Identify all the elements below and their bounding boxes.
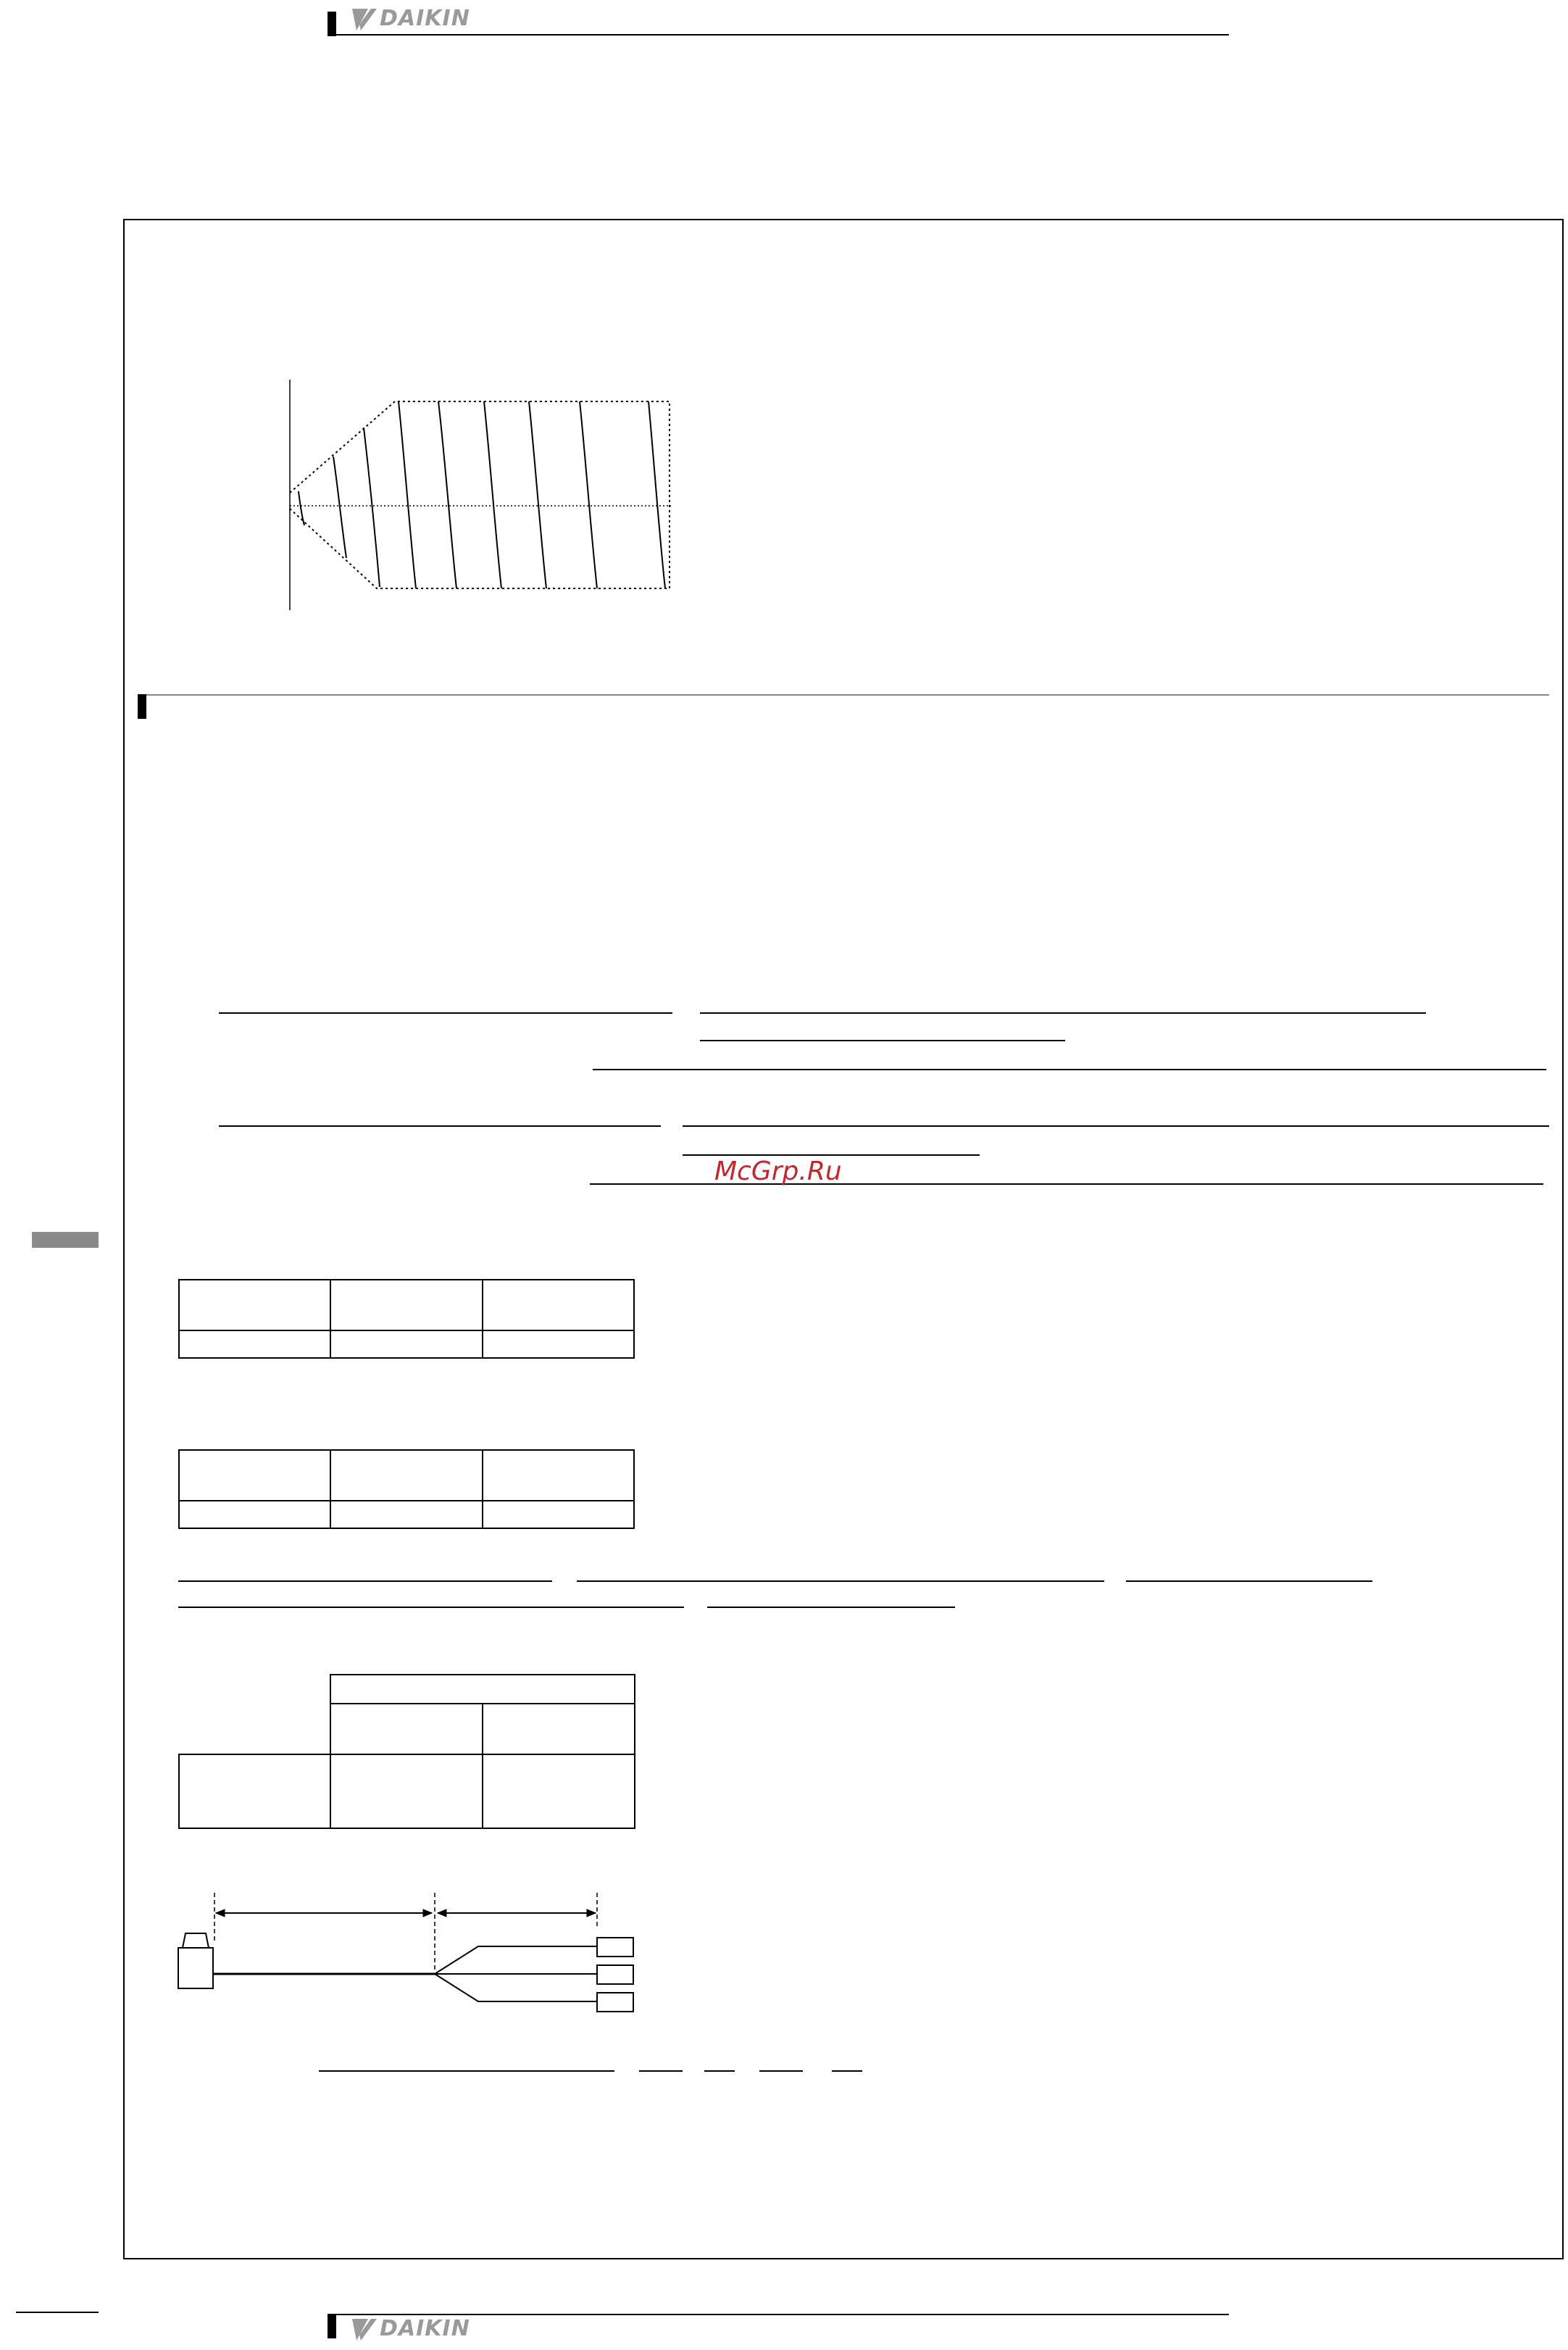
text-line-4b (639, 2070, 683, 2072)
text-line-4c (704, 2070, 735, 2072)
text-line-4e (832, 2070, 862, 2072)
text-line-3a (178, 1580, 552, 1582)
daikin-logo-icon (352, 7, 378, 32)
header-accent-bar (328, 12, 336, 36)
footer-left-rule (16, 2312, 99, 2313)
footer-accent-bar (328, 2314, 336, 2338)
table-3 (178, 1674, 636, 1829)
table-1-cell (483, 1330, 634, 1358)
text-line-1a (219, 1012, 672, 1014)
section-rule (146, 694, 1549, 696)
text-line-1d (593, 1069, 1546, 1070)
table-2-cell (483, 1450, 634, 1501)
text-line-4a (319, 2070, 614, 2072)
text-line-3c (1126, 1580, 1372, 1582)
side-section-tab (32, 1232, 99, 1248)
table-2-cell (330, 1501, 482, 1528)
text-line-3d (178, 1607, 684, 1608)
footer-brand: DAIKIN (380, 2316, 470, 2341)
text-line-1c (700, 1040, 1065, 1041)
table-1-cell (179, 1330, 330, 1358)
footer-rule (328, 2314, 1229, 2315)
text-line-2a (219, 1125, 661, 1127)
text-line-3b (577, 1580, 1104, 1582)
header-brand: DAIKIN (380, 6, 470, 31)
table-2-cell (483, 1501, 634, 1528)
text-line-2b (683, 1125, 1549, 1127)
table-1-cell (330, 1280, 482, 1330)
cable-harness-diagram (174, 1884, 645, 2014)
table-1-cell (483, 1280, 634, 1330)
airflow-diagram (283, 377, 681, 616)
table-1-cell (179, 1280, 330, 1330)
text-line-3e (707, 1607, 955, 1608)
text-line-2c (683, 1154, 980, 1156)
table-2-cell (330, 1450, 482, 1501)
watermark: McGrp.Ru (714, 1157, 842, 1186)
table-2 (178, 1449, 635, 1529)
table-2-cell (179, 1501, 330, 1528)
text-line-1b (700, 1012, 1426, 1014)
table-2-cell (179, 1450, 330, 1501)
header-rule (328, 34, 1229, 36)
text-line-4d (759, 2070, 803, 2072)
table-1-cell (330, 1330, 482, 1358)
daikin-logo-icon (352, 2317, 378, 2342)
table-1 (178, 1279, 635, 1359)
section-accent-bar (138, 694, 146, 719)
